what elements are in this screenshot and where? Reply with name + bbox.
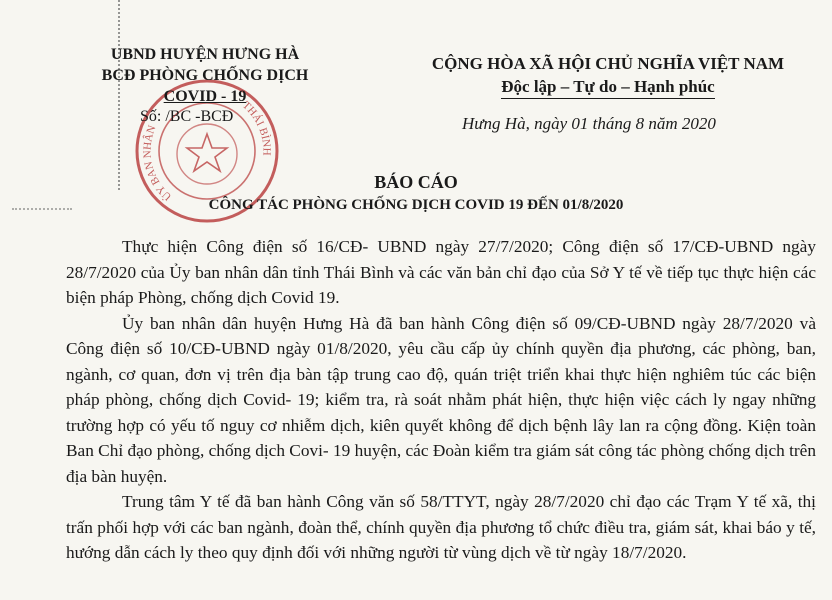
org-line-1: UBND HUYỆN HƯNG HÀ [110,46,300,63]
national-motto: Độc lập – Tự do – Hạnh phúc [501,75,714,99]
svg-text:THÁI BÌNH [240,99,272,156]
org-line-3: COVID - 19 [163,88,247,105]
paragraph: Trung tâm Y tế đã ban hành Công văn số 58/TTYT, ngày 28/7/2020 chỉ đạo các Trạm Y tế xã, thị trấn phối hợp với các ban ngành, đoàn thể, chính quyền địa phương tổ chức điều tra, giám sát, khai báo y tế, hướng dẫn cách ly theo quy định đối với những người từ vùng dịch về từ ngày 18/7/2020. [66,492,816,562]
document-subtitle: CÔNG TÁC PHÒNG CHỐNG DỊCH COVID 19 ĐẾN 01/8/2020 [208,197,624,213]
document-body [66,234,816,566]
document-number: Số: /BC -BCĐ [140,108,234,125]
paragraph: Ủy ban nhân dân huyện Hưng Hà đã ban hành Công điện số 09/CĐ-UBND ngày 28/7/2020 và Công điện số 10/CĐ-UBND ngày 01/8/2020, yêu cầu cấp ủy chính quyền địa phương, các phòng, ban, ngành, cơ quan, đơn vị trên địa bàn tập trung cao độ, quán triệt triển khai thực hiện nghiêm túc các biện pháp phòng, chống dịch Covid- 19; kiểm tra, rà soát nhằm phát hiện, thực hiện việc cách ly ngay những trường hợp có yếu tố nguy cơ nhiễm dịch, kiên quyết không để dịch bệnh lây lan ra cộng đồng. Kiện toàn Ban Chỉ đạo phòng, chống dịch Covi- 19 huyện, các Đoàn kiểm tra giám sát công tác phòng chống dịch trên địa bàn huyện. [66,313,816,486]
seal-text-left: ỦY BAN NHÂN [141,123,175,203]
place-date: Hưng Hà, ngày 01 tháng 8 năm 2020 [462,114,716,133]
issuing-organization [80,44,330,107]
document-title: BÁO CÁO [374,172,458,192]
paragraph: Thực hiện Công điện số 16/CĐ- UBND ngày 27/7/2020; Công điện số 17/CĐ-UBND ngày 28/7/2020 của Ủy ban nhân dân tỉnh Thái Bình và các văn bản chỉ đạo của Sở Y tế về tiếp tục thực hiện các biện pháp Phòng, chống dịch Covid 19. [66,237,816,307]
national-header [418,52,798,99]
country-name: CỘNG HÒA XÃ HỘI CHỦ NGHĨA VIỆT NAM [431,54,785,73]
seal-text-right: THÁI BÌNH [239,99,273,156]
org-line-2: BCĐ PHÒNG CHỐNG DỊCH [101,67,309,84]
